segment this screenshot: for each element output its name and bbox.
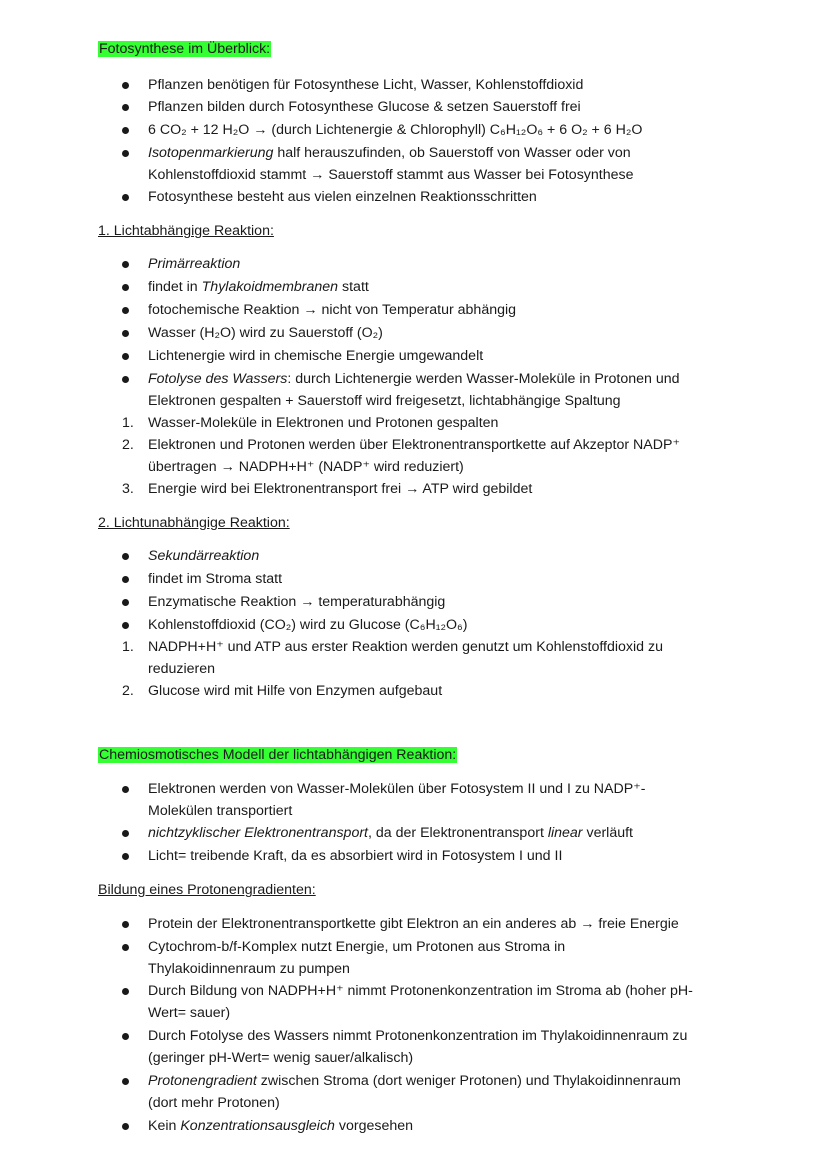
numbered-item-continuation: übertragen → NADPH+H⁺ (NADP⁺ wird reduziert) [148, 459, 464, 475]
numbered-item: NADPH+H⁺ und ATP aus erster Reaktion werden genutzt um Kohlenstoffdioxid zu [148, 639, 663, 655]
bullet-dot [122, 1078, 129, 1085]
list-number: 3. [122, 481, 134, 497]
list-item: Elektronen werden von Wasser-Molekülen über Fotosystem II und I zu NADP⁺- [148, 781, 646, 797]
bullet-dot [122, 194, 129, 201]
bullet-dot [122, 576, 129, 583]
numbered-item: Wasser-Moleküle in Elektronen und Protonen gespalten [148, 415, 499, 431]
list-item: Enzymatische Reaktion → temperaturabhängig [148, 594, 446, 610]
list-item: 6 CO₂ + 12 H₂O → (durch Lichtenergie & Chlorophyll) C₆H₁₂O₆ + 6 O₂ + 6 H₂O [148, 122, 643, 138]
bullet-dot [122, 261, 129, 268]
list-item-continuation: Kohlenstoffdioxid stammt → Sauerstoff stammt aus Wasser bei Fotosynthese [148, 167, 634, 183]
bullet-dot [122, 330, 129, 337]
list-item: Sekundärreaktion [148, 548, 260, 564]
bullet-dot [122, 830, 129, 837]
section-heading-lichtunabhaengig: 2. Lichtunabhängige Reaktion: [98, 515, 290, 531]
list-item: Lichtenergie wird in chemische Energie umgewandelt [148, 348, 484, 364]
bullet-dot [122, 284, 129, 291]
bullet-dot [122, 150, 129, 157]
list-item-continuation: Wert= sauer) [148, 1005, 231, 1021]
list-number: 2. [122, 683, 134, 699]
bullet-dot [122, 104, 129, 111]
list-item: nichtzyklischer Elektronentransport, da der Elektronentransport linear verläuft [148, 825, 633, 841]
list-item: Kein Konzentrationsausgleich vorgesehen [148, 1118, 414, 1134]
list-item: Fotosynthese besteht aus vielen einzelnen Reaktionsschritten [148, 189, 537, 205]
section-heading-protonengradient: Bildung eines Protonengradienten: [98, 882, 316, 898]
bullet-dot [122, 944, 129, 951]
section-heading-chemiosmotisch: Chemiosmotisches Modell der lichtabhängigen Reaktion: [99, 747, 457, 763]
bullet-dot [122, 921, 129, 928]
bullet-dot [122, 307, 129, 314]
section-heading-lichtabhaengig: 1. Lichtabhängige Reaktion: [98, 223, 274, 239]
bullet-dot [122, 1123, 129, 1130]
list-number: 1. [122, 639, 134, 655]
list-item-continuation: (dort mehr Protonen) [148, 1095, 280, 1111]
bullet-dot [122, 353, 129, 360]
bullet-dot [122, 376, 129, 383]
list-item: fotochemische Reaktion → nicht von Temperatur abhängig [148, 302, 517, 318]
list-item: Isotopenmarkierung half herauszufinden, ob Sauerstoff von Wasser oder von [148, 145, 631, 161]
list-item: Pflanzen benötigen für Fotosynthese Licht, Wasser, Kohlenstoffdioxid [148, 77, 584, 93]
list-item: Protonengradient zwischen Stroma (dort weniger Protonen) und Thylakoidinnenraum [148, 1073, 681, 1089]
bullet-dot [122, 988, 129, 995]
list-item-continuation: Elektronen gespalten + Sauerstoff wird freigesetzt, lichtabhängige Spaltung [148, 393, 621, 409]
list-item: Licht= treibende Kraft, da es absorbiert wird in Fotosystem I und II [148, 848, 563, 864]
list-item: Fotolyse des Wassers: durch Lichtenergie werden Wasser-Moleküle in Protonen und [148, 371, 680, 387]
list-number: 2. [122, 437, 134, 453]
list-number: 1. [122, 415, 134, 431]
numbered-item: Elektronen und Protonen werden über Elektronentransportkette auf Akzeptor NADP⁺ [148, 437, 680, 453]
bullet-dot [122, 82, 129, 89]
list-item: Pflanzen bilden durch Fotosynthese Glucose & setzen Sauerstoff frei [148, 99, 581, 115]
bullet-dot [122, 622, 129, 629]
numbered-item-continuation: reduzieren [148, 661, 216, 677]
list-item: Wasser (H₂O) wird zu Sauerstoff (O₂) [148, 325, 383, 341]
bullet-dot [122, 853, 129, 860]
list-item: Primärreaktion [148, 256, 241, 272]
bullet-dot [122, 553, 129, 560]
list-item: findet in Thylakoidmembranen statt [148, 279, 369, 295]
list-item-continuation: Thylakoidinnenraum zu pumpen [148, 961, 350, 977]
list-item: Cytochrom-b/f-Komplex nutzt Energie, um Protonen aus Stroma in [148, 939, 566, 955]
list-item: Durch Bildung von NADPH+H⁺ nimmt Protonenkonzentration im Stroma ab (hoher pH- [148, 983, 693, 999]
list-item: Durch Fotolyse des Wassers nimmt Protonenkonzentration im Thylakoidinnenraum zu [148, 1028, 688, 1044]
list-item: Protein der Elektronentransportkette gibt Elektron an ein anderes ab → freie Energie [148, 916, 679, 932]
bullet-dot [122, 786, 129, 793]
list-item-continuation: Molekülen transportiert [148, 803, 293, 819]
bullet-dot [122, 599, 129, 606]
list-item: findet im Stroma statt [148, 571, 283, 587]
bullet-dot [122, 1033, 129, 1040]
list-item: Kohlenstoffdioxid (CO₂) wird zu Glucose (C₆H₁₂O₆) [148, 617, 468, 633]
bullet-dot [122, 127, 129, 134]
section-heading-fotosynthese: Fotosynthese im Überblick: [99, 41, 271, 57]
numbered-item: Glucose wird mit Hilfe von Enzymen aufgebaut [148, 683, 443, 699]
numbered-item: Energie wird bei Elektronentransport frei → ATP wird gebildet [148, 481, 533, 497]
list-item-continuation: (geringer pH-Wert= wenig sauer/alkalisch) [148, 1050, 414, 1066]
